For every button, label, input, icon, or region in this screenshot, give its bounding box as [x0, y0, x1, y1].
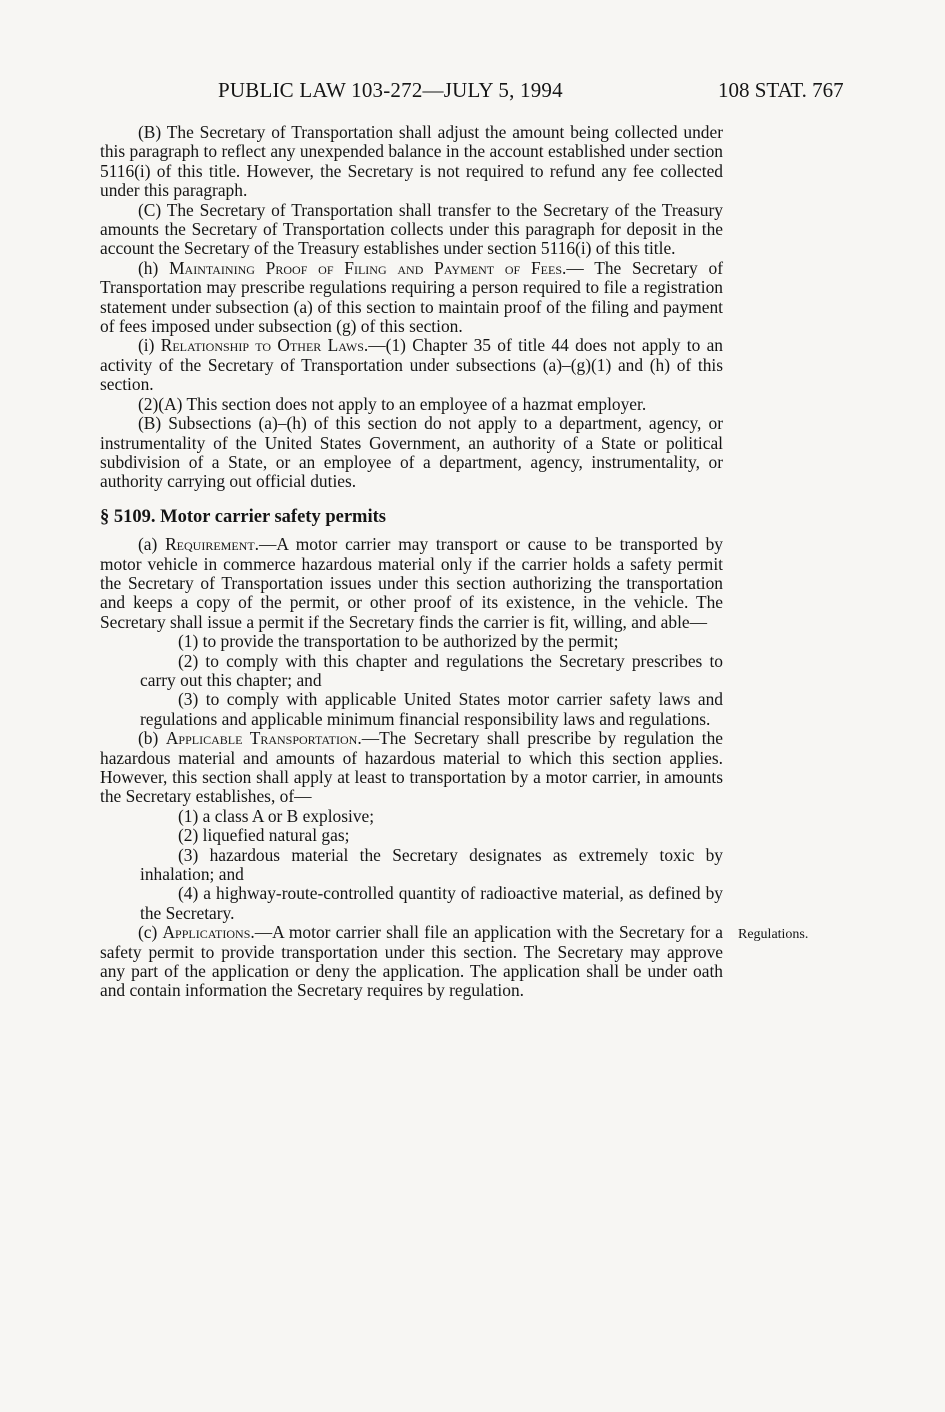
header-title: PUBLIC LAW 103-272—JULY 5, 1994 [218, 78, 563, 102]
margin-note-regulations: Regulations. [738, 927, 809, 942]
section-a-heading: Requirement. [165, 534, 260, 555]
paragraph-i-label: (i) [138, 335, 155, 356]
section-a [100, 535, 723, 632]
section-b-text: —The Secretary shall prescribe by regulation the hazardous material and amounts of hazardous material to which this section applies. However, this section shall apply at least to transportation by a motor carrier, in amounts the Secretary establishes, of— [100, 728, 723, 807]
header-stat-page: 108 STAT. 767 [718, 78, 844, 102]
section-b [100, 729, 723, 807]
section-a-text: —A motor carrier may transport or cause to be transported by motor vehicle in commerce hazardous material only if the carrier holds a safety permit the Secretary of Transportation issues under this section authorizing the transportation and keeps a copy of the permit, or other proof of its existence, in the vehicle. The Secretary shall issue a permit if the Secretary finds the carrier is fit, willing, and able— [100, 534, 723, 632]
section-c-heading: Applications. [162, 922, 255, 943]
paragraph-h-heading: Maintaining Proof of Filing and Payment of Fees. [169, 257, 567, 278]
section-b-heading: Applicable Transportation. [165, 728, 362, 749]
paragraph-c-transfer: (C) The Secretary of Transportation shall transfer to the Secretary of the Treasury amounts the Secretary of Transportation collects under this paragraph for deposit in the account the Secretary of the Treasury establishes under section 5116(i) of this title. [100, 199, 723, 259]
section-c-label: (c) [138, 922, 158, 943]
section-b-item: (2) liquefied natural gas; [178, 825, 350, 846]
section-b-item: (3) hazardous material the Secretary designates as extremely toxic by inhalation; and [140, 844, 723, 885]
paragraph-i [100, 336, 723, 394]
section-a-label: (a) [138, 534, 158, 555]
page-header [0, 78, 945, 108]
section-b-item: (1) a class A or B explosive; [178, 805, 375, 826]
section-a-item: (3) to comply with applicable United States motor carrier safety laws and regulations and applicable minimum financial responsibility laws and regulations. [140, 689, 723, 729]
paragraph-h [100, 259, 723, 337]
section-b-item: (4) a highway-route-controlled quantity of radioactive material, as defined by the Secretary. [140, 883, 723, 923]
paragraph-h-label: (h) [138, 257, 159, 278]
paragraph-i-2b: (B) Subsections (a)–(h) of this section do not apply to a department, agency, or instrumentality of the United States Government, an authority of a State or political subdivision of a State, or an employee of a department, agency, instrumentality, or authority carrying out official duties. [100, 413, 723, 492]
paragraph-i-heading: Relationship to Other Laws. [160, 335, 369, 356]
section-a-item: (2) to comply with this chapter and regulations the Secretary prescribes to carry out this chapter; and [140, 650, 723, 690]
paragraph-b-adjust: (B) The Secretary of Transportation shall adjust the amount being collected under this paragraph to reflect any unexpended balance in the account established under section 5116(i) of this title. However, the Secretary is not required to refund any fee collected under this paragraph. [100, 122, 723, 201]
section-c-text: —A motor carrier shall file an application with the Secretary for a safety permit to provide transportation under this section. The Secretary may approve any part of the application or deny the application. The application shall be under oath and contain information the Secretary requires by regulation. [100, 922, 723, 1001]
section-a-item: (1) to provide the transportation to be authorized by the permit; [178, 631, 619, 652]
document-body [100, 123, 723, 1001]
section-heading: § 5109. Motor carrier safety permits [100, 506, 386, 527]
section-c [100, 923, 723, 1001]
paragraph-i-2a: (2)(A) This section does not apply to an employee of a hazmat employer. [138, 393, 647, 414]
paragraph-h-text: — The Secretary of Transportation may prescribe regulations requiring a person required to file a registration statement under subsection (a) of this section to maintain proof of the filing and payment of fees imposed under subsection (g) of this section. [100, 257, 723, 337]
paragraph-i-text: —(1) Chapter 35 of title 44 does not apply to an activity of the Secretary of Transportation under subsections (a)–(g)(1) and (h) of this section. [100, 335, 724, 395]
section-b-label: (b) [138, 728, 159, 749]
